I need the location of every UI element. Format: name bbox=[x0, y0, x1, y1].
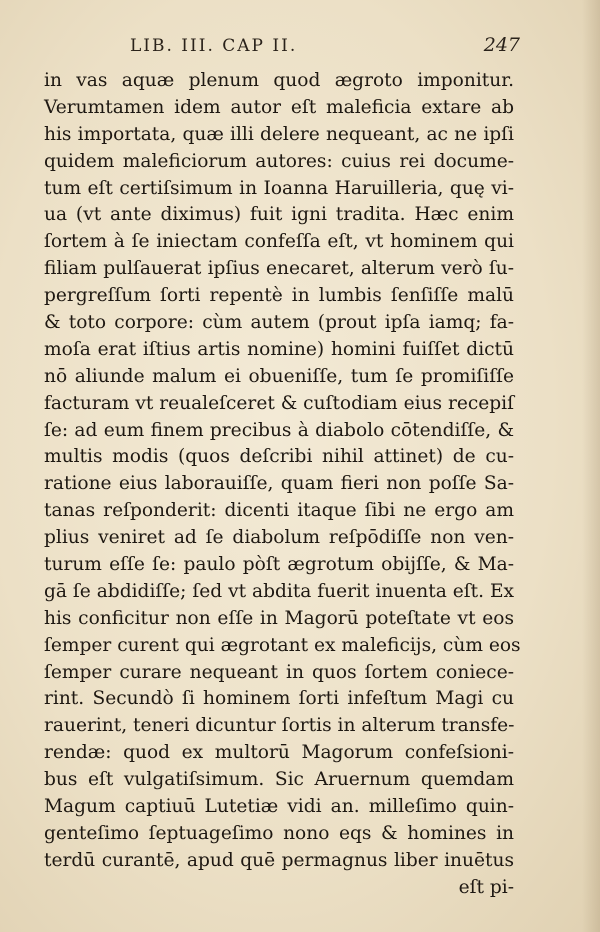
text-line: multis modis (quos deſcribi nihil attinet) de cu- bbox=[44, 446, 514, 468]
page-number: 247 bbox=[483, 34, 520, 56]
text-line: rauerint, teneri dicuntur ſortis in alterum transfe- bbox=[44, 715, 515, 737]
text-line: rint. Secundò ſi hominem ſorti infeſtum Magi cu bbox=[44, 688, 514, 710]
page-header bbox=[130, 32, 520, 60]
text-line: filiam pulſauerat ipſius enecaret, alterum verò ſu- bbox=[44, 258, 514, 280]
text-line: gā ſe abdidiſſe; ſed vt abdita fuerit inuenta eſt. Ex bbox=[44, 580, 514, 602]
text-line: tum eſt certiſsimum in Ioanna Haruilleria, quę vi- bbox=[44, 177, 514, 199]
running-head: LIB. III. CAP II. bbox=[130, 36, 298, 56]
text-line: nō aliunde malum ei obueniſſe, tum ſe promiſiſſe bbox=[44, 365, 514, 387]
text-line: bus eſt vulgatiſsimum. Sic Aruernum quemdam bbox=[44, 769, 514, 791]
text-line: ſortem à ſe iniectam confeſſa eſt, vt hominem qui bbox=[44, 231, 514, 253]
text-line: Verumtamen idem autor eſt maleficia extare ab bbox=[44, 96, 514, 118]
text-line: rendæ: quod ex multorū Magorum confeſsioni- bbox=[44, 742, 514, 764]
text-line: his conficitur non eſſe in Magorū poteſtate vt eos bbox=[44, 607, 514, 629]
text-line: tanas reſponderit: dicenti itaque ſibi ne ergo am bbox=[44, 500, 514, 522]
text-line: ſe: ad eum finem precibus à diabolo cōtendiſſe, & bbox=[44, 419, 514, 441]
text-line: & toto corpore: cùm autem (prout ipſa iamq; fa- bbox=[44, 312, 514, 334]
text-line: eſt pi- bbox=[458, 876, 514, 898]
text-line: genteſimo ſeptuageſimo nono eqs & homines in bbox=[44, 822, 514, 844]
text-line: terdū curantē, apud quē permagnus liber inuētus bbox=[44, 849, 514, 871]
text-line: ſemper curare nequeant in quos ſortem coniece- bbox=[44, 661, 514, 683]
text-line: ſemper curent qui ægrotant ex maleficijs, cùm eos bbox=[44, 634, 521, 656]
text-line: Magum captiuū Lutetiæ vidi an. milleſimo quin- bbox=[44, 796, 514, 818]
text-line: his importata, quæ illi delere nequeant, ac ne ipſi bbox=[44, 123, 514, 145]
text-line: in vas aquæ plenum quod ægroto imponitur. bbox=[44, 70, 514, 91]
text-line: ua (vt ante diximus) fuit igni tradita. Hæc enim bbox=[44, 204, 514, 226]
text-line: ratione eius laborauiſſe, quam fieri non poſſe Sa- bbox=[44, 473, 514, 495]
text-line: facturam vt reualeſceret & cuſtodiam eius recepiſ bbox=[44, 392, 515, 414]
text-line: plius veniret ad ſe diabolum reſpōdiſſe non ven- bbox=[44, 527, 514, 549]
text-line: pergreſſum ſorti repentè in lumbis ſenſiſſe malū bbox=[44, 285, 514, 307]
text-line: quidem maleficiorum autores: cuius rei docume- bbox=[44, 150, 514, 172]
text-line: turum eſſe ſe: paulo pòſt ægrotum obijſſe, & Ma- bbox=[44, 554, 514, 576]
text-line: moſa erat iſtius artis nomine) homini fuiſſet dictū bbox=[44, 338, 514, 360]
body-text bbox=[44, 68, 521, 902]
